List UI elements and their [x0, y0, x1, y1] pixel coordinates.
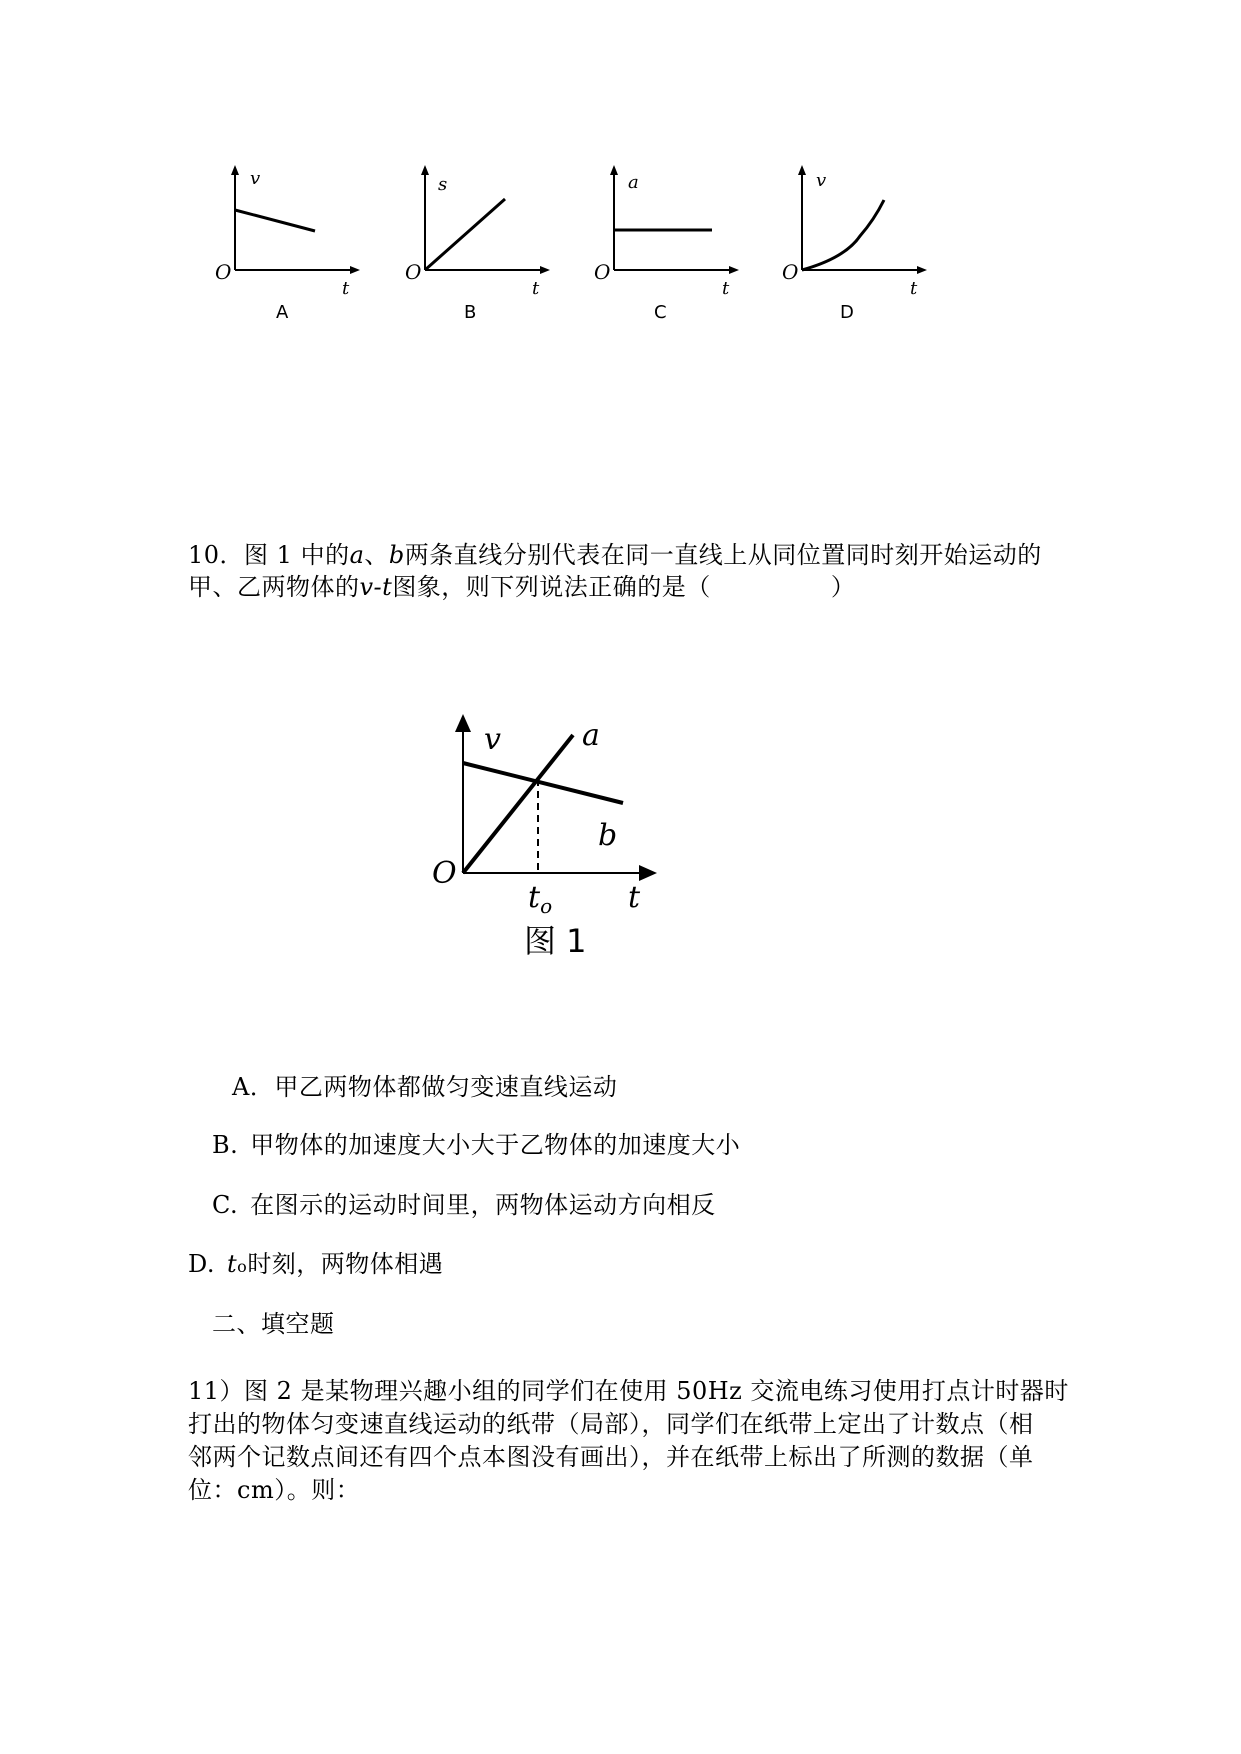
option-b-label: B.: [212, 1131, 239, 1159]
graph-c: [594, 170, 734, 323]
graph-a-origin: O: [215, 260, 232, 284]
question11-line1: 11）图 2 是某物理兴趣小组的同学们在使用 50Hz 交流电练习使用打点计时器时: [188, 1377, 1069, 1405]
figure1-x-label: t: [628, 880, 641, 915]
question10-line1: 10．图 1 中的a、b两条直线分别代表在同一直线上从同位置同时刻开始运动的: [188, 541, 1042, 569]
graph-a: [215, 168, 355, 323]
figure1-caption: 图 1: [524, 922, 587, 960]
graph-c-option: C: [654, 302, 667, 323]
figure1-y-label: v: [484, 722, 501, 757]
graph-c-origin: O: [594, 260, 611, 284]
var-vt: v-t: [359, 573, 393, 601]
graph-c-y-label: a: [628, 172, 639, 193]
option-d-label: D.: [188, 1250, 216, 1278]
graph-a-x-label: t: [342, 278, 350, 299]
graph-d-curve: [802, 200, 884, 270]
figure1-line-a-label: a: [582, 718, 600, 753]
figure1: [420, 705, 680, 965]
figure1-line-b: [463, 763, 623, 803]
option-c-label: C.: [212, 1191, 239, 1219]
graph-b-line: [425, 199, 505, 270]
option-d: D. to时刻，两物体相遇: [188, 1250, 444, 1278]
var-b: b: [388, 541, 405, 569]
var-a: a: [349, 541, 365, 569]
graph-c-x-label: t: [722, 278, 730, 299]
graph-a-line: [235, 210, 315, 231]
figure1-line-a: [463, 735, 573, 873]
option-a: A．甲乙两物体都做匀变速直线运动: [232, 1073, 618, 1101]
graph-d-origin: O: [782, 260, 799, 284]
figure1-t0-label: $t_o$: [528, 880, 553, 918]
graph-d-x-label: t: [910, 278, 918, 299]
graph-d-option: D: [840, 302, 854, 323]
graph-d-y-label: v: [816, 170, 827, 191]
graph-d: [782, 170, 922, 323]
question11-line3: 邻两个记数点间还有四个点本图没有画出），并在纸带上标出了所测的数据（单: [188, 1443, 1034, 1471]
figure1-line-b-label: b: [598, 818, 618, 853]
graph-a-y-label: v: [250, 168, 261, 189]
graph-b-y-label: s: [438, 174, 448, 195]
option-a-label: A．: [232, 1073, 275, 1101]
graph-b-origin: O: [405, 260, 422, 284]
small-graphs: [0, 0, 1241, 340]
option-b: B. 甲物体的加速度大小大于乙物体的加速度大小: [212, 1131, 741, 1159]
option-c: C. 在图示的运动时间里，两物体运动方向相反: [212, 1191, 716, 1219]
question11-line2: 打出的物体匀变速直线运动的纸带（局部），同学们在纸带上定出了计数点（相: [188, 1410, 1034, 1438]
graph-b: [405, 170, 545, 323]
question10-number: 10．: [188, 541, 245, 569]
section2-title: 二、填空题: [212, 1310, 335, 1338]
graph-b-option: B: [464, 302, 477, 323]
graph-a-option: A: [276, 302, 289, 323]
figure1-origin: O: [432, 856, 457, 891]
question11-line4: 位：cm）。则：: [188, 1476, 361, 1504]
question10-line2: 甲、乙两物体的v-t图象，则下列说法正确的是（ ）: [188, 573, 856, 601]
graph-b-x-label: t: [532, 278, 540, 299]
